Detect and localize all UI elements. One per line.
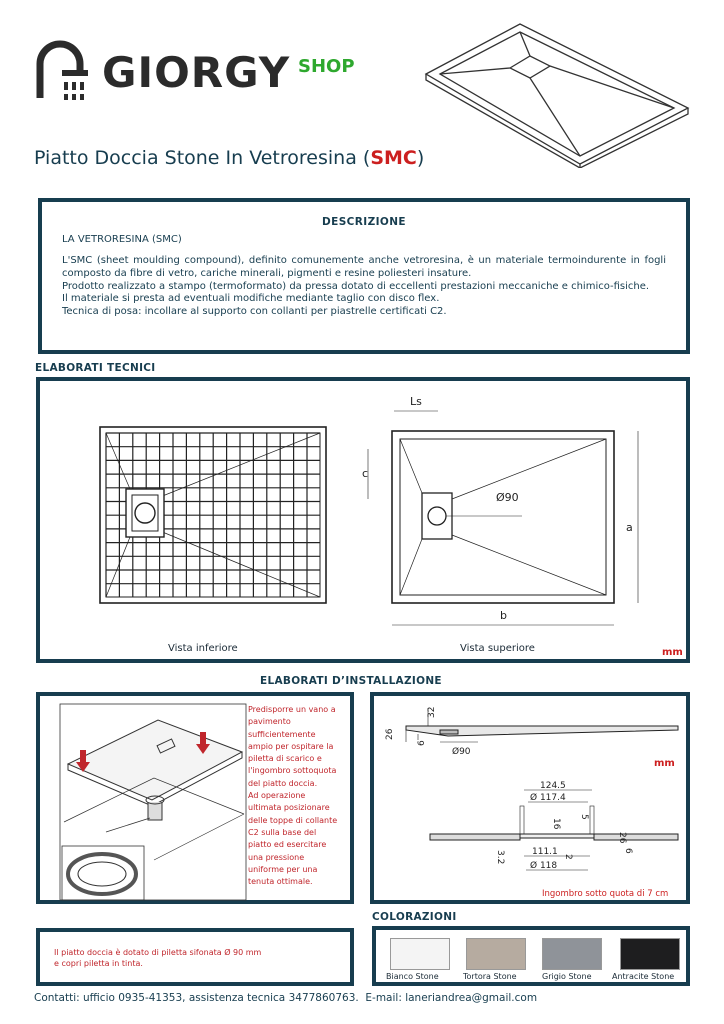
instruction-line: pavimento (248, 717, 291, 727)
installation-steps-panel (36, 692, 354, 904)
dim-a-label: a (626, 521, 633, 534)
instruction-line: piletta di scarico e (248, 754, 322, 764)
title-highlight: SMC (370, 147, 417, 169)
technical-unit: mm (662, 647, 683, 658)
description-heading: DESCRIZIONE (322, 216, 406, 228)
showerhead-logo-icon (34, 40, 92, 102)
description-panel (38, 198, 690, 354)
swatch-tortora (466, 938, 526, 970)
dim-drain-16: 16 (551, 818, 561, 830)
dim-drain-117-4: Ø 117.4 (530, 793, 566, 803)
drain-note-panel (36, 928, 354, 986)
swatch-antracite (620, 938, 680, 970)
dim-drain-111-1: 111.1 (532, 847, 558, 857)
top-view-caption: Vista superiore (460, 643, 535, 654)
brand-suffix: SHOP (298, 56, 355, 77)
instruction-line: piatto ed esercitare (248, 840, 327, 850)
instruction-line: Ad operazione (248, 791, 306, 801)
page-title (34, 147, 424, 169)
brand-logo (34, 38, 364, 104)
dim-ls-label: Ls (410, 395, 422, 408)
instruction-line: tenuta ottimale. (248, 877, 313, 887)
instruction-line: delle toppe di collante (248, 815, 338, 825)
title-prefix: Piatto Doccia Stone In Vetroresina ( (34, 147, 371, 169)
installation-dimensions-panel (370, 692, 690, 904)
drain-section-drawing (378, 778, 688, 878)
installation-instructions (248, 704, 352, 888)
swatch-label: Grigio Stone (542, 972, 592, 981)
instruction-line: l'ingombro sottoquota (248, 766, 337, 776)
technical-panel (36, 377, 690, 663)
swatch-label: Tortora Stone (463, 972, 517, 981)
instruction-line: Predisporre un vano a (248, 705, 336, 714)
dim-drain-26: 26 (617, 832, 627, 844)
description-subheading: LA VETRORESINA (SMC) (62, 234, 182, 245)
dim-profile-90: Ø90 (452, 747, 471, 757)
dim-b-label: b (500, 609, 507, 622)
instruction-line: ultimata posizionare (248, 803, 330, 813)
swatch-label: Antracite Stone (612, 972, 675, 981)
drain-note-line: e copri piletta in tinta. (54, 959, 143, 968)
dim-profile-26: 26 (385, 728, 395, 740)
swatch-bianco (390, 938, 450, 970)
shower-tray-3d-illustration (420, 18, 690, 168)
swatch-label: Bianco Stone (386, 972, 439, 981)
drain-note-line: Il piatto doccia è dotato di piletta sifonata Ø 90 mm (54, 948, 262, 957)
dim-c-label: c (362, 467, 369, 480)
dim-drain-5: 5 (579, 814, 589, 820)
installation-unit: mm (654, 758, 675, 769)
top-view-drawing (354, 391, 674, 631)
instruction-line: uniforme per una (248, 864, 318, 874)
instruction-line: una pressione (248, 852, 305, 862)
technical-section-label: ELABORATI TECNICI (35, 362, 156, 374)
swatch-grigio (542, 938, 602, 970)
instruction-line: C2 sulla base del (248, 827, 317, 837)
profile-section-drawing (378, 700, 684, 764)
description-paragraph: Prodotto realizzato a stampo (termoformato) da pressa dotato di eccellenti prestazioni meccaniche e chimico-fisiche. (62, 280, 650, 292)
description-paragraph: L'SMC (sheet moulding compound), definito comunemente anche vetroresina, è un materiale termoindurente in fogli composto da fibre di vetro, cariche minerali, pigmenti e resine poliesteri insature. (62, 255, 666, 279)
colors-panel (372, 926, 690, 986)
dim-profile-6: 6 (417, 740, 427, 746)
bottom-view-caption: Vista inferiore (168, 643, 238, 654)
bottom-view-drawing (98, 425, 330, 605)
dim-drain-124-5: 124.5 (540, 781, 566, 791)
installation-illustration (58, 702, 248, 902)
instruction-line: ampio per ospitare la (248, 741, 334, 751)
description-paragraph: Tecnica di posa: incollare al supporto con collanti per piastrelle certificati C2. (62, 306, 447, 318)
colors-section-label: COLORAZIONI (372, 911, 457, 923)
description-body (62, 255, 666, 319)
dim-drain-2: 2 (563, 854, 573, 860)
dim-drain-118: Ø 118 (530, 861, 558, 871)
title-suffix: ) (416, 147, 425, 169)
dim-drain-3-2: 3.2 (495, 850, 505, 865)
dim-drain-label: Ø90 (496, 491, 519, 504)
instruction-line: sufficientemente (248, 729, 316, 739)
instruction-line: del piatto doccia. (248, 778, 318, 788)
dim-profile-32: 32 (427, 706, 437, 718)
footprint-note: Ingombro sotto quota di 7 cm (542, 889, 669, 899)
installation-section-label: ELABORATI D’INSTALLAZIONE (260, 675, 442, 687)
dim-drain-6: 6 (623, 848, 633, 854)
contacts-footer: Contatti: ufficio 0935-41353, assistenza tecnica 3477860763. E-mail: laneriandrea@gmail.com (34, 992, 538, 1004)
description-paragraph: Il materiale si presta ad eventuali modifiche mediante taglio con disco flex. (62, 293, 440, 305)
brand-name: GIORGY (102, 48, 291, 97)
